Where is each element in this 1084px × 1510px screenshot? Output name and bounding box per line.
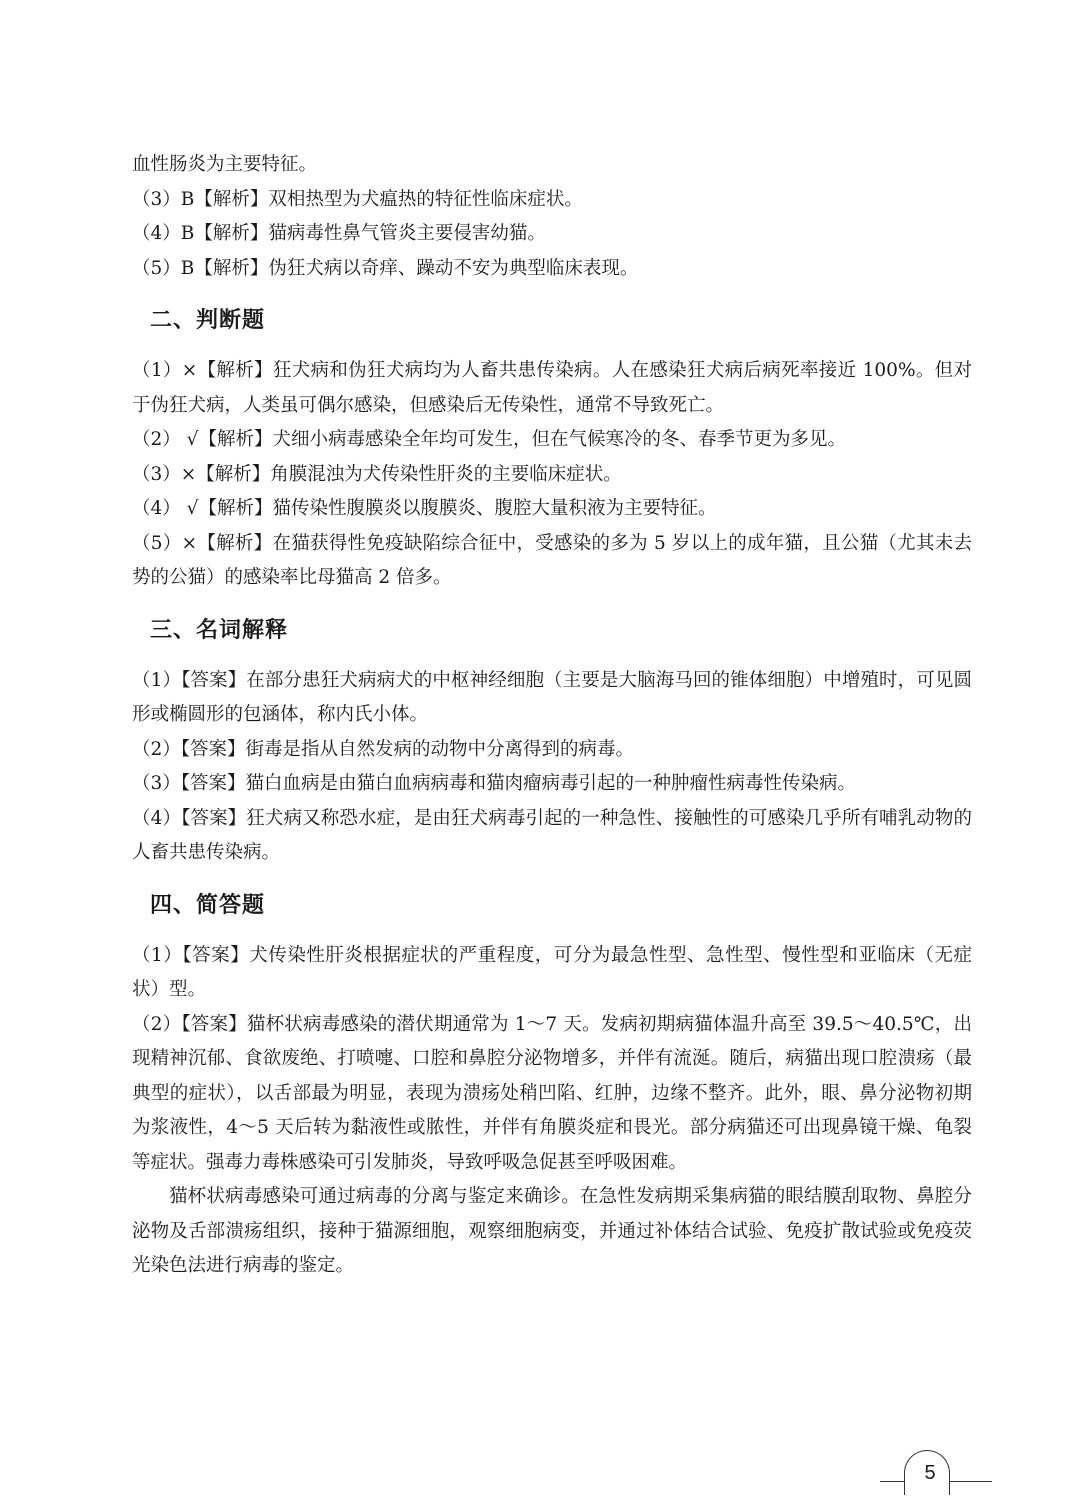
true-false-item: （4） √【解析】猫传染性腹膜炎以腹膜炎、腹腔大量积液为主要特征。 [132,498,717,519]
true-false-item: （5）×【解析】在猫获得性免疫缺陷综合征中，受感染的多为 5 岁以上的成年猫，且公猫（尤其未去势的公猫）的感染率比母猫高 2 倍多。 [132,532,972,588]
term-item: （2）【答案】街毒是指从自然发病的动物中分离得到的病毒。 [132,738,635,760]
choice-answer: （4）B【解析】猫病毒性鼻气管炎主要侵害幼猫。 [132,223,546,244]
term-item: （1）【答案】在部分患狂犬病病犬的中枢神经细胞（主要是大脑海马回的锥体细胞）中增殖时，可见圆形或椭圆形的包涵体，称内氏小体。 [132,669,972,725]
section-heading-short-answer: 四、简答题 [150,892,266,918]
term-item: （3）【答案】猫白血病是由猫白血病病毒和猫肉瘤病毒引起的一种肿瘤性病毒性传染病。 [132,773,857,794]
true-false-item: （3）×【解析】角膜混浊为犬传染性肝炎的主要临床症状。 [132,463,622,485]
short-answer-item: （1）【答案】犬传染性肝炎根据症状的严重程度，可分为最急性型、急性型、慢性型和亚临床（无症状）型。 [132,944,972,1000]
page-content [132,148,972,1284]
section-heading-true-false: 二、判断题 [150,308,266,333]
intro-line: 血性肠炎为主要特征。 [132,154,318,175]
short-answer-paragraph: 猫杯状病毒感染可通过病毒的分离与鉴定来确诊。在急性发病期采集病猫的眼结膜刮取物、鼻腔分泌物及舌部溃疡组织，接种于猫源细胞，观察细胞病变，并通过补体结合试验、免疫扩散试验或免疫荧光染色法进行病毒的鉴定。 [132,1186,972,1276]
true-false-item: （2） √【解析】犬细小病毒感染全年均可发生，但在气候寒冷的冬、春季节更为多见。 [132,429,846,450]
choice-answer: （3）B【解析】双相热型为犬瘟热的特征性临床症状。 [132,188,583,210]
page-number: 5 [924,1462,936,1484]
term-item: （4）【答案】狂犬病又称恐水症，是由狂犬病毒引起的一种急性、接触性的可感染几乎所有哺乳动物的人畜共患传染病。 [132,807,972,863]
choice-answer: （5）B【解析】伪狂犬病以奇痒、躁动不安为典型临床表现。 [132,257,639,279]
page-number-ornament [880,1450,1000,1510]
page-number-rule-left [880,1481,906,1482]
section-heading-terms: 三、名词解释 [150,617,289,643]
short-answer-item: （2）【答案】猫杯状病毒感染的潜伏期通常为 1～7 天。发病初期病猫体温升高至 39.5～40.5℃，出现精神沉郁、食欲废绝、打喷嚏、口腔和鼻腔分泌物增多，并伴有流涎。随后，病猫出现口腔溃疡（最典型的症状），以舌部最为明显，表现为溃疡处稍凹陷、红肿，边缘不整齐。此外，眼、鼻分泌物初期为浆液性，4～5 天后转为黏液性或脓性，并伴有角膜炎症和畏光。部分病猫还可出现鼻镜干燥、龟裂等症状。强毒力毒株感染可引发肺炎，导致呼吸急促甚至呼吸困难。 [132,1013,972,1173]
true-false-item: （1）×【解析】狂犬病和伪狂犬病均为人畜共患传染病。人在感染狂犬病后病死率接近 100%。但对于伪狂犬病，人类虽可偶尔感染，但感染后无传染性，通常不导致死亡。 [132,360,972,416]
page-number-rule-right [948,1481,992,1482]
